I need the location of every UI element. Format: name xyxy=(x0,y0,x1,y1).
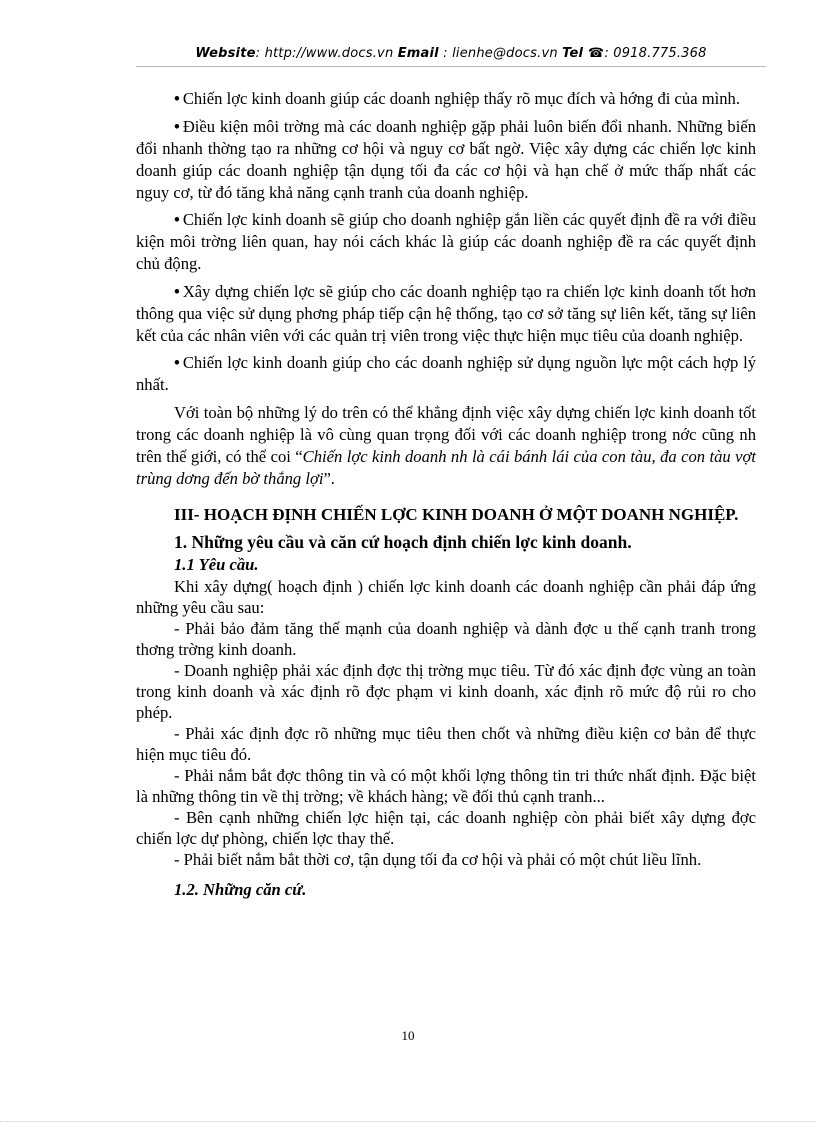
tel-label: Tel ☎ xyxy=(562,46,605,61)
header-divider xyxy=(136,66,766,67)
document-body xyxy=(136,88,756,901)
conclusion-paragraph xyxy=(136,402,756,490)
bullet-paragraph: • Xây dựng chiến lợc sẽ giúp cho các doanh nghiệp tạo ra chiến lợc kinh doanh tốt hơn thông qua việc sử dụng phơng pháp tiếp cận hệ thống, tạo cơ sở tăng sự liên kết, tăng sự liên kết của các nhân viên với các quản trị viên trong việc thực hiện mục tiêu của doanh nghiệp. xyxy=(136,281,756,347)
conclusion-quote: Chiến lợc kinh doanh nh là cái bánh lái của con tàu, đa con tàu vợt trùng dơng đến bờ thắng lợi xyxy=(136,446,756,488)
conclusion-end: ”. xyxy=(323,468,335,488)
subsection-heading: 1. Những yêu cầu và căn cứ hoạch định chiến lợc kinh doanh. xyxy=(174,531,632,552)
page-bottom-divider xyxy=(0,1121,816,1122)
page-number: 10 xyxy=(401,1028,415,1043)
subsubsection-heading: 1.2. Những căn cứ. xyxy=(174,879,307,899)
website-url: : http://www.docs.vn xyxy=(255,46,398,61)
conclusion-text: Với toàn bộ những lý do trên có thể khẳng định việc xây dựng chiến lợc kinh doanh tốt trong các doanh nghiệp là vô cùng quan trọng đối với các doanh nghiệp trong nớc cũng nh trên thế giới, có thể coi “ xyxy=(136,402,756,466)
email-label: Email xyxy=(397,46,439,61)
list-item: - Bên cạnh những chiến lợc hiện tại, các doanh nghiệp còn phải biết xây dựng đợc chiến lợc dự phòng, chiến lợc thay thế. xyxy=(136,807,756,848)
email-address: : lienhe@docs.vn xyxy=(438,46,563,61)
website-label: Website xyxy=(195,46,256,61)
section-heading: III- HOẠCH ĐỊNH CHIẾN LỢC KINH DOANH Ở MỘT DOANH NGHIỆP. xyxy=(174,504,739,524)
bullet-paragraph: • Chiến lợc kinh doanh giúp các doanh nghiệp thấy rõ mục đích và hớng đi của mình. xyxy=(136,88,756,110)
bullet-paragraph: • Điều kiện môi trờng mà các doanh nghiệp gặp phải luôn biến đổi nhanh. Những biến đổi nhanh thờng tạo ra những cơ hội và nguy cơ bất ngờ. Việc xây dựng các chiến lợc kinh doanh giúp các doanh nghiệp tận dụng tối đa các cơ hội và hạn chế ở mức thấp nhất các nguy cơ, từ đó tăng khả năng cạnh tranh của doanh nghiệp. xyxy=(136,116,756,204)
page-header xyxy=(136,46,766,61)
bullet-paragraph: • Chiến lợc kinh doanh sẽ giúp cho doanh nghiệp gắn liền các quyết định đề ra với điều kiện môi trờng liên quan, hay nói cách khác là giúp các doanh nghiệp đề ra các quyết định chủ động. xyxy=(136,209,756,275)
subsubsection-heading: 1.1 Yêu cầu. xyxy=(174,554,259,574)
requirements-list xyxy=(136,576,756,870)
list-item: - Phải nắm bắt đợc thông tin và có một khối lợng thông tin tri thức nhất định. Đặc biệt là những thông tin về thị trờng; về khách hàng; về đối thủ cạnh tranh... xyxy=(136,765,756,806)
requirements-intro: Khi xây dựng( hoạch định ) chiến lợc kinh doanh các doanh nghiệp cần phải đáp ứng những yêu cầu sau: xyxy=(136,576,756,617)
list-item: - Phải bảo đảm tăng thế mạnh của doanh nghiệp và dành đợc u thế cạnh tranh trong thơng trờng kinh doanh. xyxy=(136,618,756,659)
bullet-paragraph: • Chiến lợc kinh doanh giúp cho các doanh nghiệp sử dụng nguồn lực một cách hợp lý nhất. xyxy=(136,352,756,396)
list-item: - Phải xác định đợc rõ những mục tiêu then chốt và những điều kiện cơ bản để thực hiện mục tiêu đó. xyxy=(136,723,756,764)
list-item: - Phải biết nắm bắt thời cơ, tận dụng tối đa cơ hội và phải có một chút liều lĩnh. xyxy=(174,849,702,869)
list-item: - Doanh nghiệp phải xác định đợc thị trờng mục tiêu. Từ đó xác định đợc vùng an toàn trong kinh doanh và xác định rõ đợc phạm vi kinh doanh, xác định rõ mức độ rủi ro cho phép. xyxy=(136,660,756,722)
tel-number: : 0918.775.368 xyxy=(604,46,707,61)
